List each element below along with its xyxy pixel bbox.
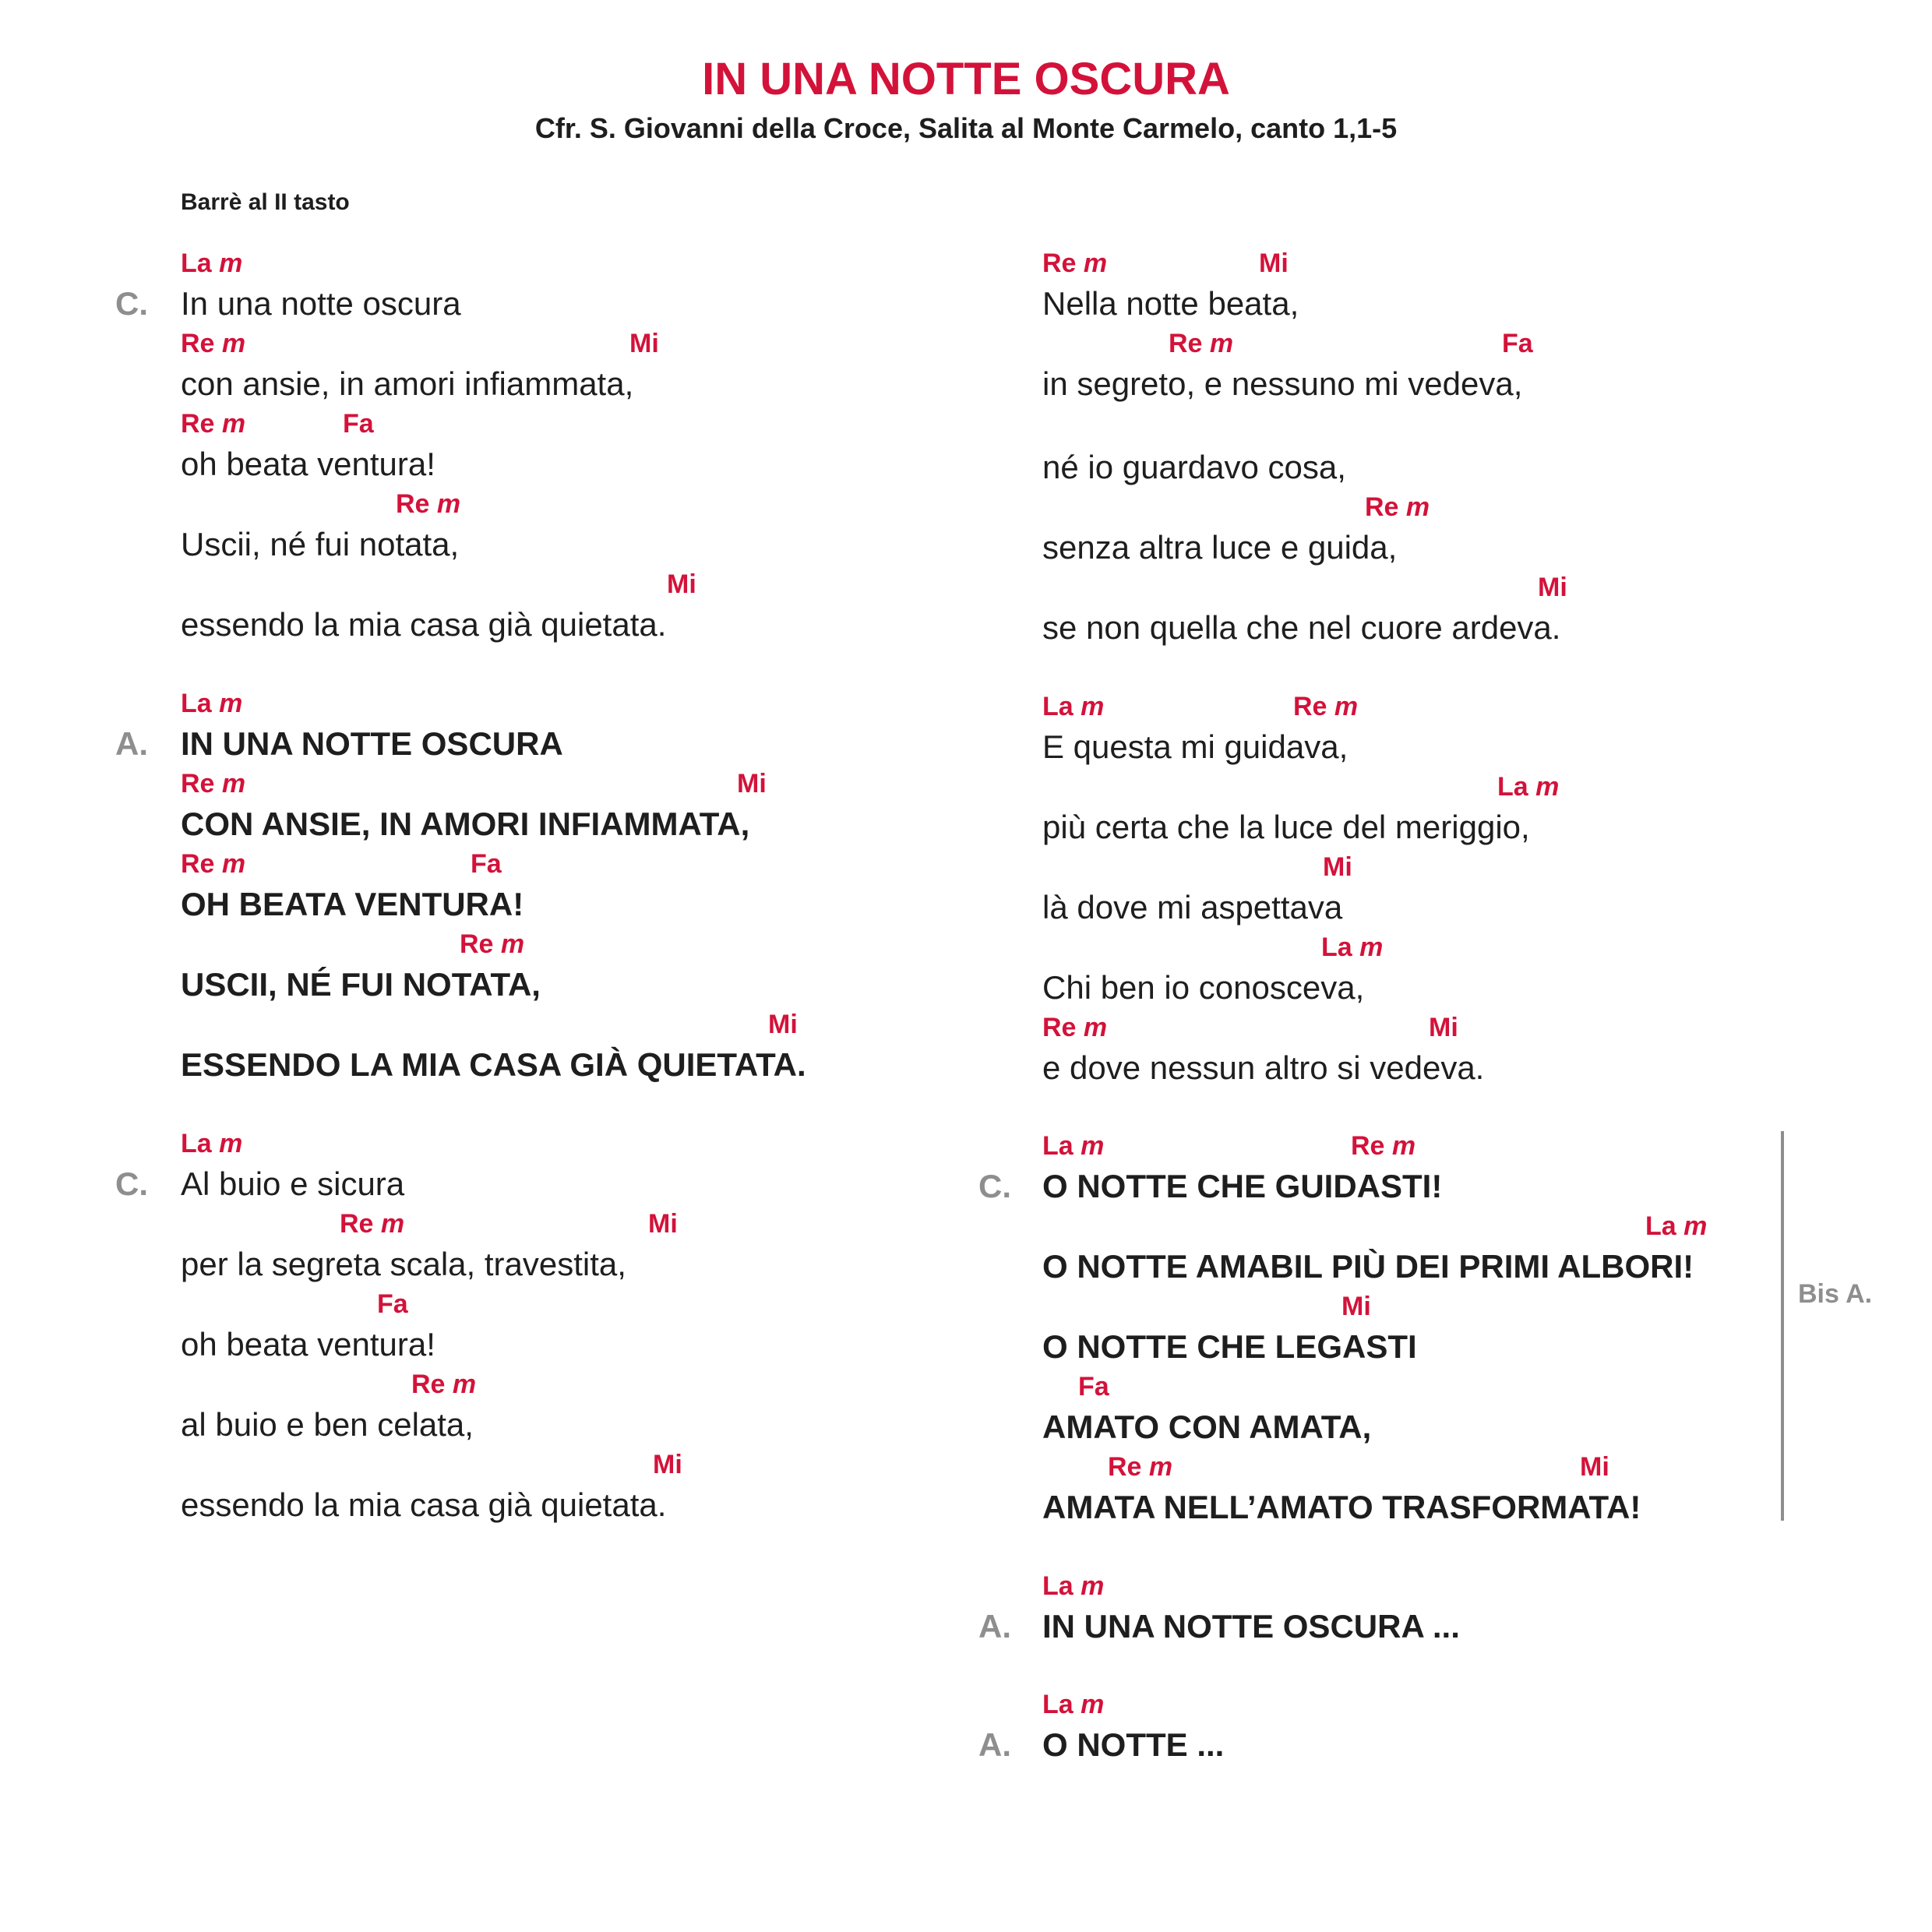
chord-label [181, 1129, 242, 1158]
lyric-text: IN UNA NOTTE OSCURA ... [1042, 1608, 1460, 1645]
chord-label [1042, 1131, 1104, 1161]
lyric-line [181, 689, 563, 764]
chord-label [411, 1370, 476, 1399]
chord-root: La [1645, 1211, 1676, 1241]
chord-root: Mi [1259, 249, 1289, 278]
chord-root: La [1042, 692, 1074, 721]
chord-label [460, 929, 524, 959]
lyric-text: ESSENDO LA MIA CASA GIÀ QUIETATA. [181, 1046, 806, 1083]
lyric-text: senza altra luce e guida, [1042, 529, 1398, 566]
chord-root: Fa [471, 849, 502, 879]
lyric-line [181, 409, 435, 485]
chord-label [1293, 692, 1358, 721]
lyric-line [1042, 1013, 1485, 1088]
chord-label [1341, 1292, 1371, 1321]
lyric-line [1042, 329, 1533, 404]
lyric-line [1042, 1690, 1225, 1765]
lyric-line [1042, 933, 1384, 1008]
chord-label [1169, 329, 1233, 358]
lyric-text: al buio e ben celata, [181, 1406, 474, 1443]
lyric-line [181, 329, 659, 404]
lyric-line [181, 929, 541, 1005]
chord-label [1538, 573, 1567, 602]
chord-root: Mi [667, 569, 696, 599]
chord-root: Fa [1078, 1372, 1109, 1401]
lyric-text: più certa che la luce del meriggio, [1042, 809, 1530, 845]
lyric-text: O NOTTE AMABIL PIÙ DEI PRIMI ALBORI! [1042, 1248, 1694, 1285]
lyric-line [1042, 249, 1299, 324]
chord-minor-mark: m [452, 1370, 477, 1399]
chord-root: Mi [1429, 1013, 1458, 1042]
stanza-marker: C. [978, 1168, 1011, 1204]
chord-root: Mi [768, 1010, 798, 1039]
chord-root: Re [1293, 692, 1327, 721]
chord-minor-mark: m [1081, 692, 1105, 721]
chord-minor-mark: m [1359, 933, 1384, 962]
chord-minor-mark: m [380, 1209, 405, 1239]
chord-root: Mi [648, 1209, 678, 1239]
chord-root: Fa [343, 409, 374, 439]
lyric-text: né io guardavo cosa, [1042, 449, 1346, 485]
lyric-text: oh beata ventura! [181, 1326, 435, 1363]
chord-minor-mark: m [219, 249, 243, 278]
lyric-line [1042, 1131, 1443, 1207]
lyric-line [1042, 1571, 1460, 1647]
chord-label [181, 329, 245, 358]
chord-root: Re [1351, 1131, 1385, 1161]
lyric-line [181, 1289, 435, 1365]
lyric-text: essendo la mia casa già quietata. [181, 606, 667, 643]
chord-root: La [181, 689, 212, 718]
chord-label [377, 1289, 408, 1319]
chord-label [1042, 1690, 1104, 1719]
lyric-text: O NOTTE ... [1042, 1726, 1225, 1763]
chord-minor-mark: m [219, 1129, 243, 1158]
chord-root: Mi [1580, 1452, 1609, 1482]
chord-label [1351, 1131, 1416, 1161]
chord-root: Re [1108, 1452, 1142, 1482]
chord-root: La [1497, 772, 1528, 802]
song-title: IN UNA NOTTE OSCURA [702, 54, 1230, 104]
chord-label [629, 329, 659, 358]
chord-root: Mi [1323, 852, 1352, 882]
chord-label [181, 249, 242, 278]
lyric-line [1042, 1211, 1708, 1287]
chord-label [1259, 249, 1289, 278]
lyric-line [181, 1370, 477, 1445]
chord-minor-mark: m [221, 329, 246, 358]
chord-label [768, 1010, 798, 1039]
lyric-text: essendo la mia casa già quietata. [181, 1486, 667, 1523]
lyric-text: e dove nessun altro si vedeva. [1042, 1049, 1485, 1086]
chord-label [1365, 492, 1430, 522]
lyric-text: con ansie, in amori infiammata, [181, 365, 634, 402]
chord-root: Mi [1341, 1292, 1371, 1321]
chord-label [737, 769, 767, 799]
lyric-line [1042, 772, 1560, 848]
chord-label [396, 489, 460, 519]
chord-label [343, 409, 374, 439]
chord-minor-mark: m [221, 849, 246, 879]
chord-minor-mark: m [1535, 772, 1560, 802]
chord-root: La [181, 249, 212, 278]
chord-minor-mark: m [1081, 1571, 1105, 1601]
chord-label [1497, 772, 1559, 802]
chord-label [1042, 1571, 1104, 1601]
stanza-marker: A. [978, 1726, 1011, 1763]
lyric-text: OH BEATA VENTURA! [181, 886, 524, 922]
chord-label [181, 769, 245, 799]
stanza-marker: A. [978, 1608, 1011, 1645]
chord-label [1042, 692, 1104, 721]
lyric-line [1042, 492, 1430, 568]
lyric-line [1042, 573, 1567, 648]
chord-root: Mi [629, 329, 659, 358]
stanza-marker: C. [115, 1165, 148, 1202]
chord-root: Fa [377, 1289, 408, 1319]
chord-root: Re [1042, 249, 1077, 278]
chord-root: La [1042, 1571, 1074, 1601]
chord-label [181, 409, 245, 439]
chord-label [1321, 933, 1383, 962]
chord-root: Re [1169, 329, 1203, 358]
lyric-line [181, 1129, 405, 1204]
chord-label [340, 1209, 404, 1239]
lyric-text: E questa mi guidava, [1042, 728, 1349, 765]
chord-root: Re [181, 849, 215, 879]
lyric-text: In una notte oscura [181, 285, 461, 322]
chord-label [667, 569, 696, 599]
chord-root: Fa [1502, 329, 1533, 358]
chord-minor-mark: m [1334, 692, 1359, 721]
lyric-line [181, 849, 524, 925]
song-source: Cfr. S. Giovanni della Croce, Salita al Monte Carmelo, canto 1,1-5 [534, 112, 1398, 144]
lyric-text: AMATO CON AMATA, [1042, 1408, 1372, 1445]
chord-label [181, 689, 242, 718]
chord-label [1078, 1372, 1109, 1401]
bis-bracket [1781, 1131, 1784, 1521]
chord-root: Re [396, 489, 430, 519]
lyric-line [1042, 447, 1346, 488]
lyric-text: AMATA NELL’AMATO TRASFORMATA! [1042, 1489, 1641, 1525]
chord-root: Re [1365, 492, 1399, 522]
chord-label [1502, 329, 1533, 358]
lyric-text: in segreto, e nessuno mi vedeva, [1042, 365, 1523, 402]
chord-minor-mark: m [219, 689, 243, 718]
chord-root: Re [460, 929, 494, 959]
chord-minor-mark: m [1405, 492, 1430, 522]
chord-minor-mark: m [1391, 1131, 1416, 1161]
lyric-text: oh beata ventura! [181, 446, 435, 482]
chord-root: Re [1042, 1013, 1077, 1042]
lyric-line [1042, 1372, 1372, 1447]
lyric-line [181, 1209, 678, 1285]
chord-label [1429, 1013, 1458, 1042]
chord-minor-mark: m [1081, 1690, 1105, 1719]
chord-root: Mi [737, 769, 767, 799]
lyric-text: O NOTTE CHE GUIDASTI! [1042, 1168, 1443, 1204]
lyric-line [1042, 1292, 1417, 1367]
chord-root: Re [411, 1370, 446, 1399]
chord-label [1042, 1013, 1107, 1042]
chord-root: Re [181, 409, 215, 439]
lyric-text: per la segreta scala, travestita, [181, 1246, 626, 1282]
lyric-text: USCII, NÉ FUI NOTATA, [181, 966, 541, 1003]
lyric-line [181, 1010, 806, 1085]
chord-root: La [181, 1129, 212, 1158]
capo-note: Barrè al II tasto [181, 189, 350, 215]
lyric-line [181, 569, 696, 645]
bis-label: Bis A. [1798, 1279, 1873, 1309]
chord-root: Re [340, 1209, 374, 1239]
lyric-text: se non quella che nel cuore ardeva. [1042, 609, 1561, 646]
chord-label [471, 849, 502, 879]
lyric-text: Chi ben io conosceva, [1042, 969, 1365, 1006]
lyric-line [1042, 692, 1359, 767]
lyric-line [181, 1450, 682, 1525]
chord-root: Re [181, 769, 215, 799]
chord-root: Mi [1538, 573, 1567, 602]
chord-minor-mark: m [436, 489, 461, 519]
lyric-text: Uscii, né fui notata, [181, 526, 460, 562]
stanza-marker: A. [115, 725, 148, 762]
chord-root: La [1042, 1131, 1074, 1161]
chord-label [1108, 1452, 1172, 1482]
chord-root: La [1042, 1690, 1074, 1719]
lyric-line [181, 769, 767, 844]
chord-label [653, 1450, 682, 1479]
chord-label [1645, 1211, 1707, 1241]
lyric-text: CON ANSIE, IN AMORI INFIAMMATA, [181, 806, 750, 842]
lyric-text: IN UNA NOTTE OSCURA [181, 725, 563, 762]
chord-minor-mark: m [1209, 329, 1234, 358]
chord-label [1042, 249, 1107, 278]
lyric-line [181, 489, 461, 565]
chord-minor-mark: m [500, 929, 525, 959]
chord-minor-mark: m [221, 409, 246, 439]
lyric-text: O NOTTE CHE LEGASTI [1042, 1328, 1417, 1365]
chord-root: La [1321, 933, 1352, 962]
chord-minor-mark: m [1683, 1211, 1708, 1241]
lyric-text: Nella notte beata, [1042, 285, 1299, 322]
stanza-marker: C. [115, 285, 148, 322]
chord-minor-mark: m [221, 769, 246, 799]
chord-minor-mark: m [1083, 249, 1108, 278]
chord-minor-mark: m [1083, 1013, 1108, 1042]
chord-label [648, 1209, 678, 1239]
chord-label [1323, 852, 1352, 882]
lyric-line [181, 249, 461, 324]
chord-minor-mark: m [1148, 1452, 1173, 1482]
lyric-text: là dove mi aspettava [1042, 889, 1343, 925]
lyric-line [1042, 1452, 1641, 1528]
lyric-text: Al buio e sicura [181, 1165, 405, 1202]
chord-minor-mark: m [1081, 1131, 1105, 1161]
chord-label [181, 849, 245, 879]
chord-root: Re [181, 329, 215, 358]
chord-label [1580, 1452, 1609, 1482]
chord-root: Mi [653, 1450, 682, 1479]
lyric-line [1042, 852, 1352, 928]
